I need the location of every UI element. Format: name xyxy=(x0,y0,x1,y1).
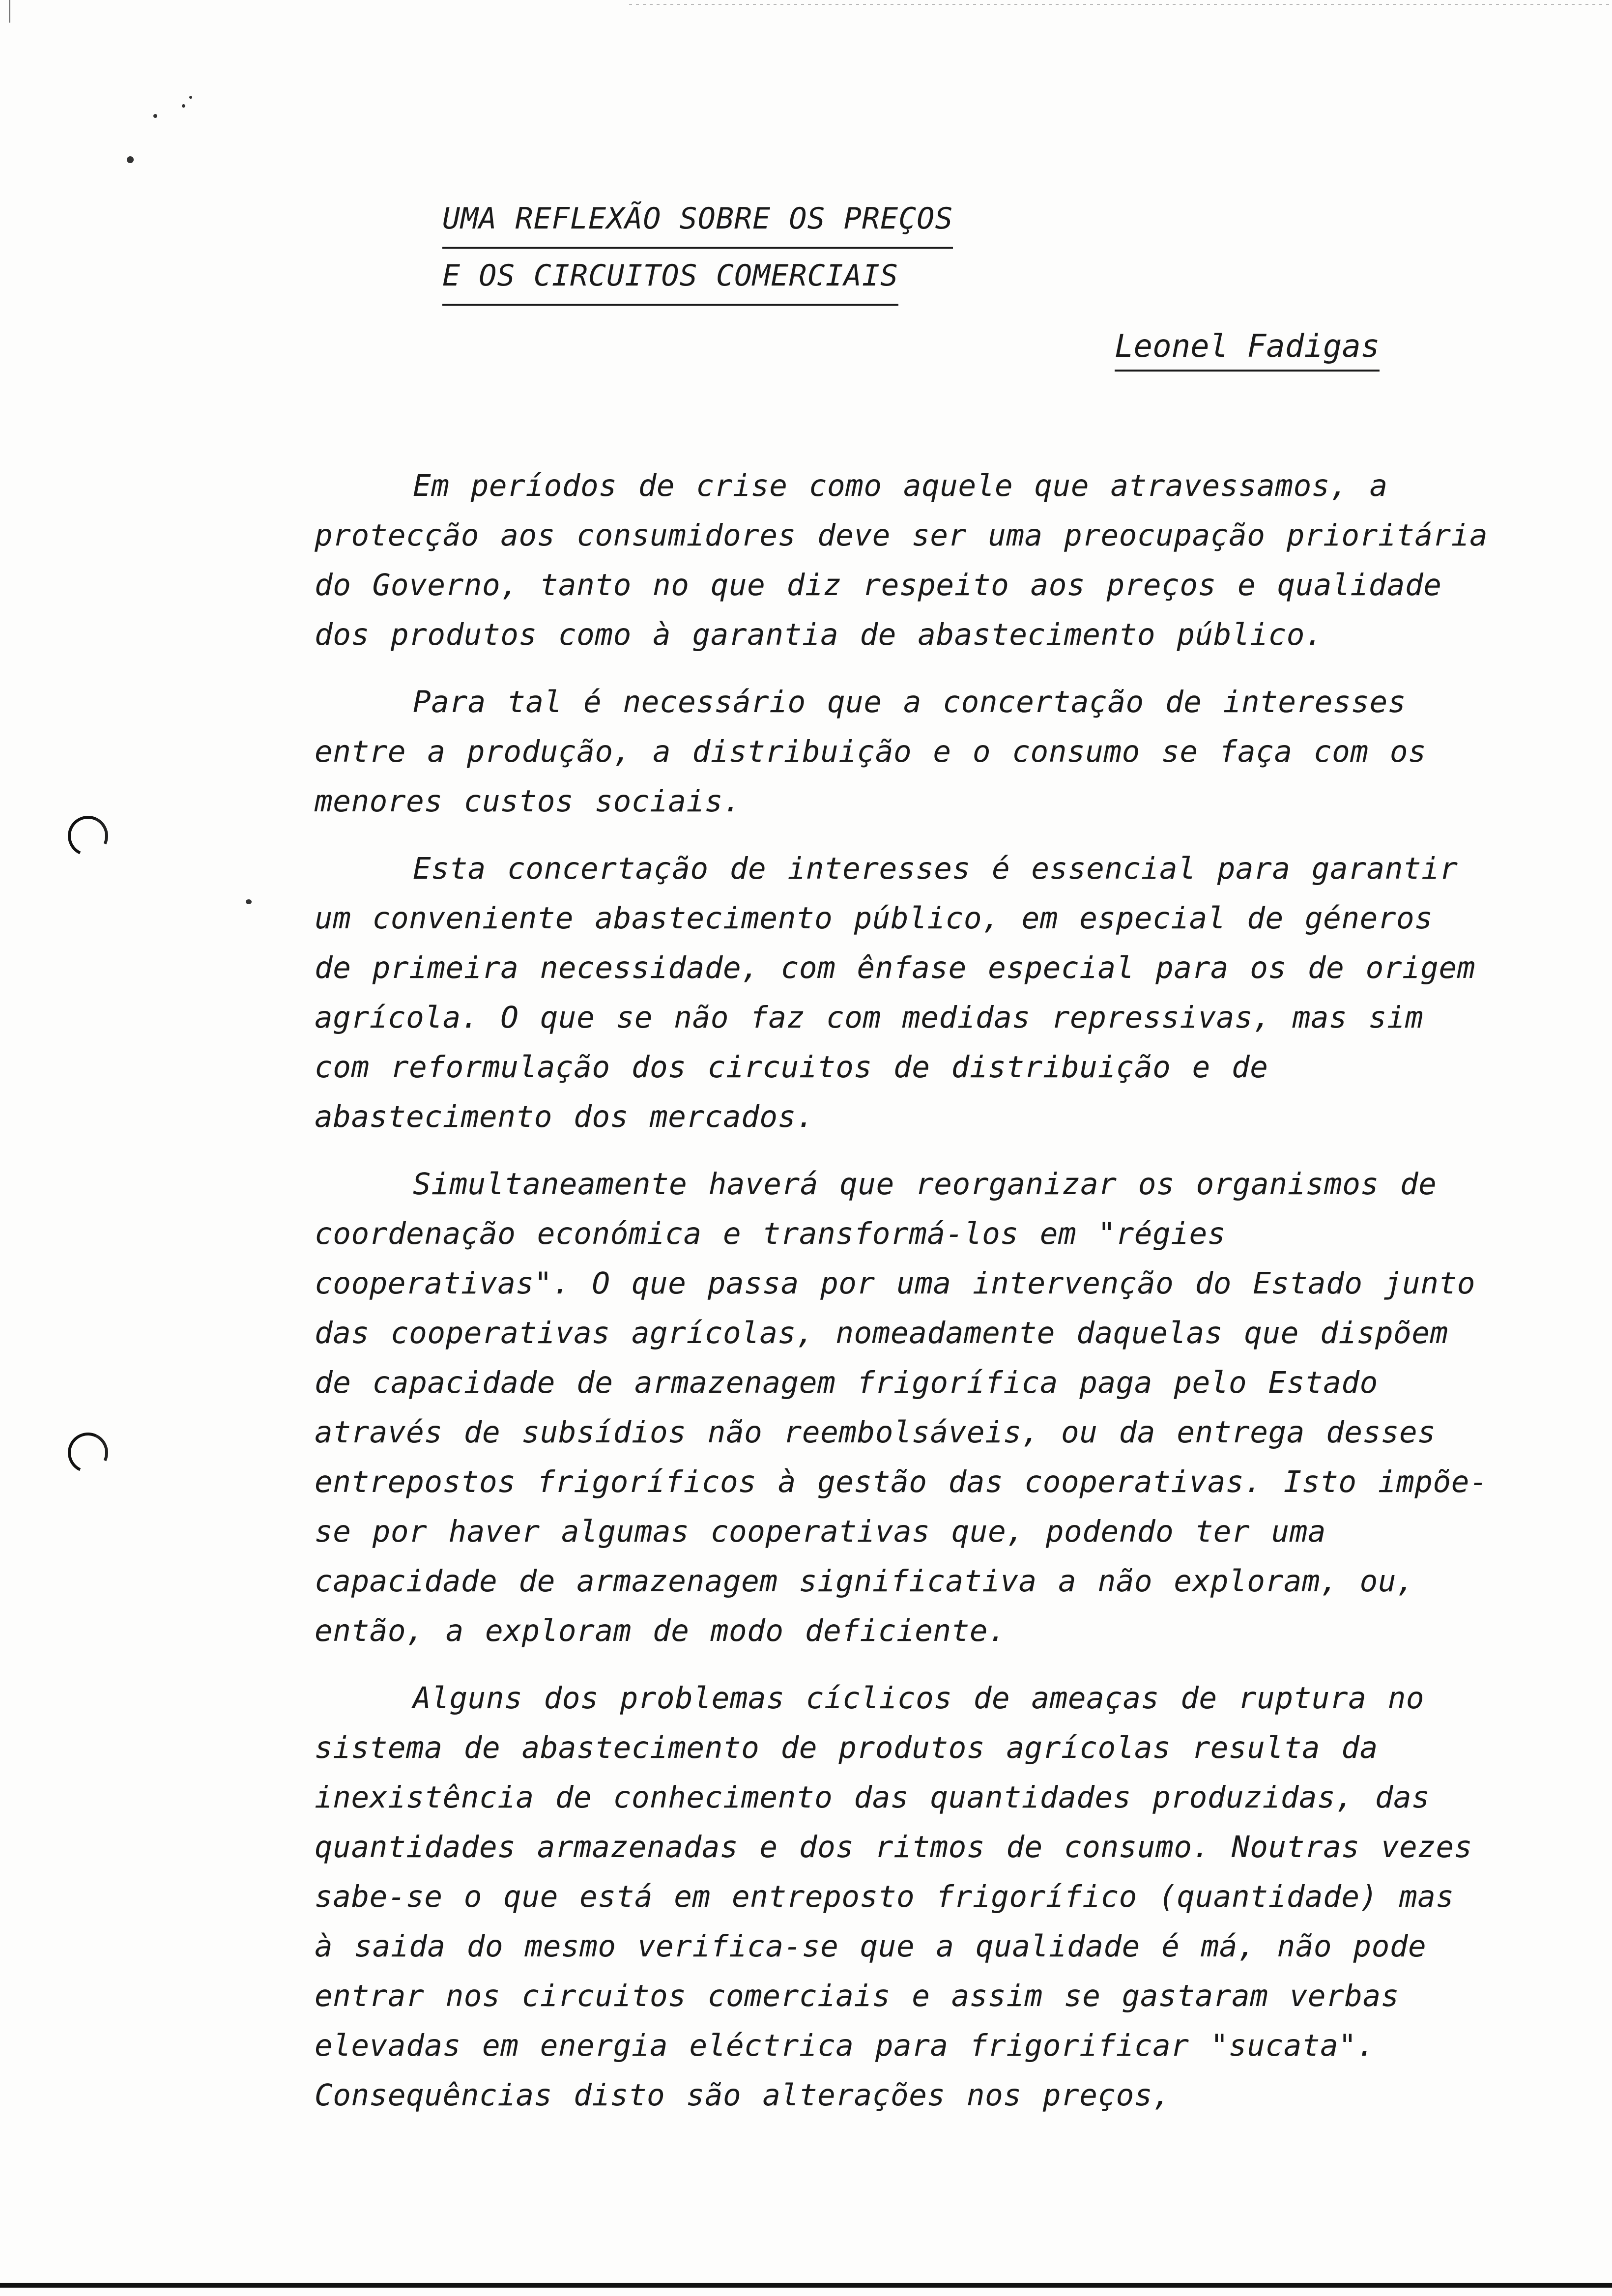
paragraph-4: Simultaneamente haverá que reorganizar os organismos de coordenação económica e transformá-los em "régies cooperativas". O que passa por uma intervenção do Estado junto das cooperativas agrícolas, nomeadamente daquelas que dispõem de capacidade de armazenagem frigorífica paga pelo Estado através de subsídios não reembolsáveis, ou da entrega desses entrepostos frigoríficos à gestão das cooperativas. Isto impõe-se por haver algumas cooperativas que, podendo ter uma capacidade de armazenagem significativa a não exploram, ou, então, a exploram de modo deficiente. xyxy=(315,1167,1488,1648)
paragraph-5: Alguns dos problemas cíclicos de ameaças de ruptura no sistema de abastecimento de produtos agrícolas resulta da inexistência de conhecimento das quantidades produzidas, das quantidades armazenadas e dos ritmos de consumo. Noutras vezes sabe-se o que está em entreposto frigorífico (quantidade) mas à saida do mesmo verifica-se que a qualidade é má, não pode entrar nos circuitos comerciais e assim se gastaram verbas elevadas em energia eléctrica para frigorificar "sucata". Consequências disto são alterações nos preços, xyxy=(315,1681,1472,2113)
ink-speck xyxy=(127,156,134,163)
ink-speck xyxy=(153,114,157,118)
author-name: Leonel Fadigas xyxy=(1115,324,1380,372)
title-line-1: UMA REFLEXÃO SOBRE OS PREÇOS xyxy=(442,192,953,249)
document-body xyxy=(315,461,1489,2138)
punch-hole-lower xyxy=(62,1427,114,1478)
paragraph-1: Em períodos de crise como aquele que atravessamos, a protecção aos consumidores deve ser uma preocupação prioritária do Governo, tanto no que diz respeito aos preços e qualidade dos produtos como à garantia de abastecimento público. xyxy=(315,468,1488,652)
title-line-2: E OS CIRCUITOS COMERCIAIS xyxy=(442,249,898,306)
scan-artifact-bottom xyxy=(0,2283,1612,2288)
punch-hole-upper xyxy=(62,810,114,861)
ink-speck xyxy=(189,96,192,99)
ink-speck xyxy=(246,899,252,904)
paragraph-2: Para tal é necessário que a concertação de interesses entre a produção, a distribuição e o consumo se faça com os menores custos sociais. xyxy=(315,685,1427,819)
scan-artifact-top xyxy=(629,4,1612,5)
paragraph-3: Esta concertação de interesses é essencial para garantir um conveniente abastecimento público, em especial de géneros de primeira necessidade, com ênfase especial para os de origem agrícola. O que se não faz com medidas repressivas, mas sim com reformulação dos circuitos de distribuição e de abastecimento dos mercados. xyxy=(315,851,1475,1134)
ink-speck xyxy=(182,104,185,108)
scan-artifact-left xyxy=(9,0,10,23)
document-title xyxy=(442,192,953,306)
